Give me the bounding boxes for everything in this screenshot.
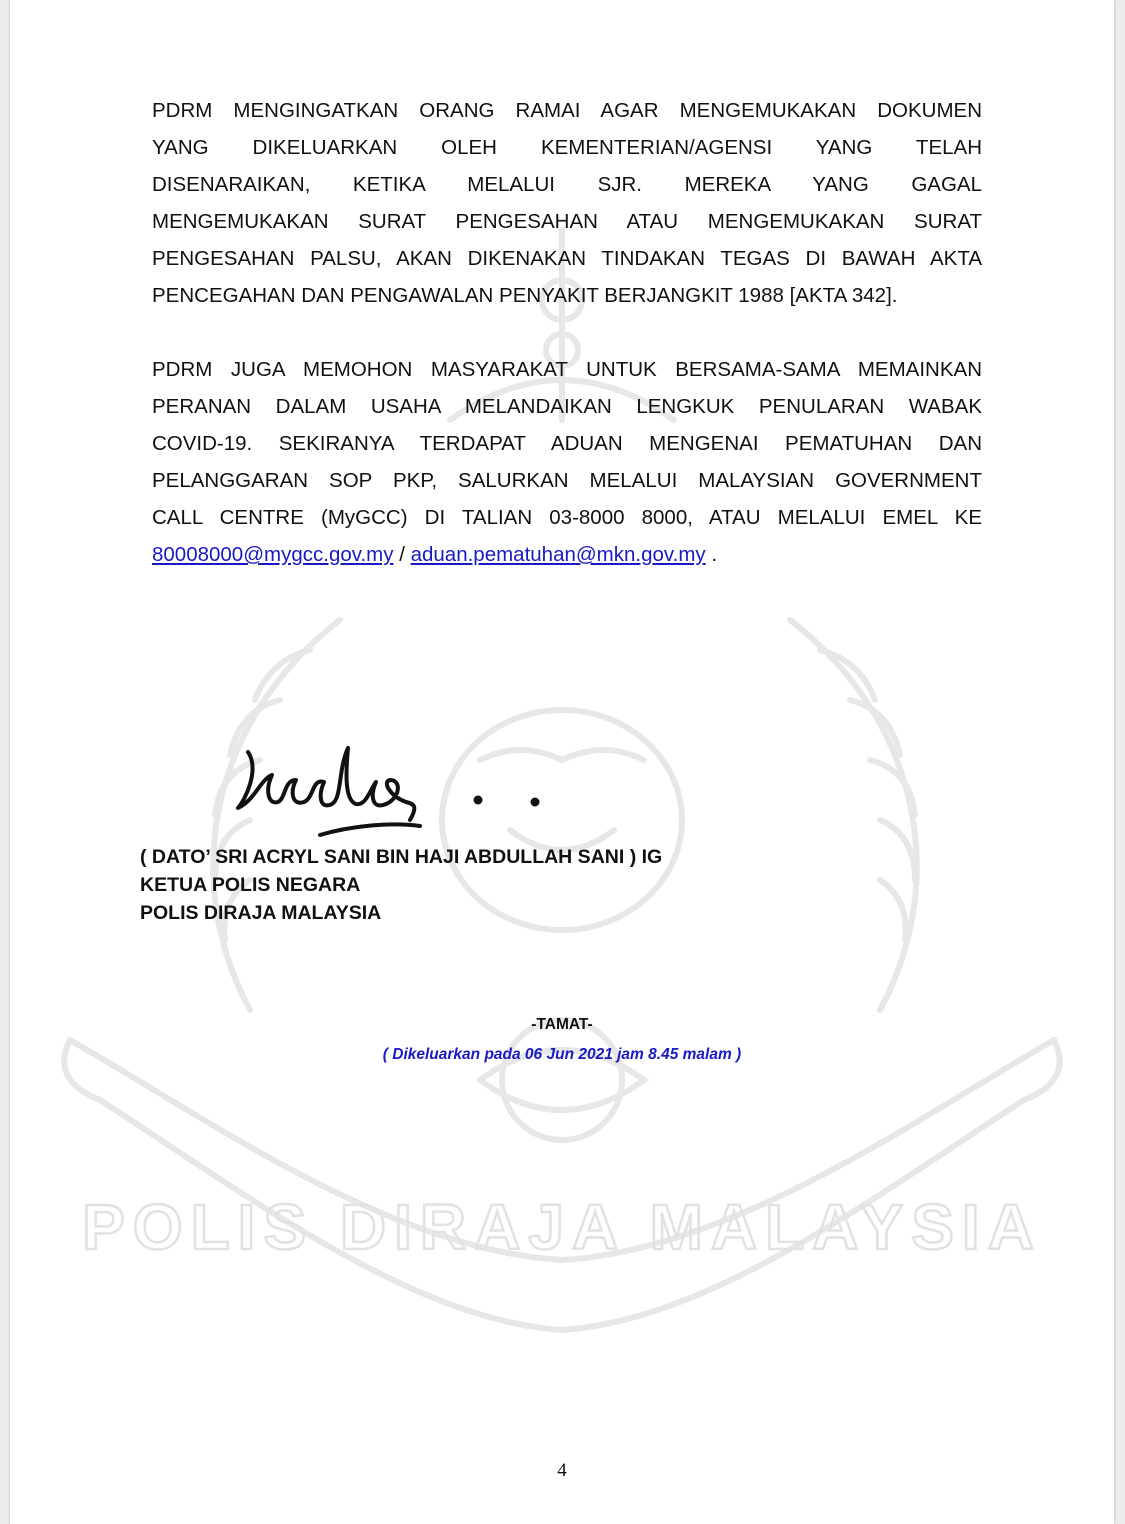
- paragraph-line: PERANAN DALAM USAHA MELANDAIKAN LENGKUK PENULARAN WABAK: [152, 395, 982, 418]
- paragraph-line: DISENARAIKAN, KETIKA MELALUI SJR. MEREKA YANG GAGAL: [152, 173, 982, 196]
- paragraph-1: [152, 92, 982, 314]
- paragraph-line: YANG DIKELUARKAN OLEH KEMENTERIAN/AGENSI YANG TELAH: [152, 136, 982, 159]
- signatory-block: [140, 843, 662, 927]
- signature-mark: [220, 730, 580, 850]
- watermark-text: [10, 1190, 1114, 1264]
- paragraph-line: PELANGGARAN SOP PKP, SALURKAN MELALUI MALAYSIAN GOVERNMENT: [152, 469, 982, 492]
- document-page: [10, 0, 1114, 1524]
- issued-note: ( Dikeluarkan pada 06 Jun 2021 jam 8.45 malam ): [382, 1046, 742, 1063]
- paragraph-2: [152, 351, 982, 573]
- page-number: 4: [557, 1460, 567, 1481]
- paragraph-line: PENGESAHAN PALSU, AKAN DIKENAKAN TINDAKAN TEGAS DI BAWAH AKTA: [152, 247, 982, 270]
- signatory-title: KETUA POLIS NEGARA: [140, 874, 361, 896]
- email-link-mygcc[interactable]: 80008000@mygcc.gov.my: [152, 543, 394, 566]
- email-link-mkn[interactable]: aduan.pematuhan@mkn.gov.my: [410, 543, 706, 566]
- paragraph-line: PDRM JUGA MEMOHON MASYARAKAT UNTUK BERSAMA-SAMA MEMAINKAN: [152, 358, 982, 381]
- watermark-label: POLIS DIRAJA MALAYSIA: [82, 1191, 1042, 1263]
- paragraph-line: MENGEMUKAKAN SURAT PENGESAHAN ATAU MENGEMUKAKAN SURAT: [152, 210, 982, 233]
- paragraph-line: COVID-19. SEKIRANYA TERDAPAT ADUAN MENGENAI PEMATUHAN DAN: [152, 432, 982, 455]
- signatory-org: POLIS DIRAJA MALAYSIA: [140, 902, 382, 924]
- signatory-name: ( DATO’ SRI ACRYL SANI BIN HAJI ABDULLAH SANI ) IG: [140, 846, 663, 868]
- email-separator: /: [393, 543, 411, 566]
- paragraph-line: PENCEGAHAN DAN PENGAWALAN PENYAKIT BERJANGKIT 1988 [AKTA 342].: [152, 284, 898, 307]
- end-marker: -TAMAT-: [531, 1016, 593, 1033]
- end-punctuation: .: [705, 543, 718, 566]
- paragraph-line: PDRM MENGINGATKAN ORANG RAMAI AGAR MENGEMUKAKAN DOKUMEN: [152, 99, 982, 122]
- paragraph-line: CALL CENTRE (MyGCC) DI TALIAN 03-8000 8000, ATAU MELALUI EMEL KE: [152, 506, 982, 529]
- email-line: [152, 536, 982, 573]
